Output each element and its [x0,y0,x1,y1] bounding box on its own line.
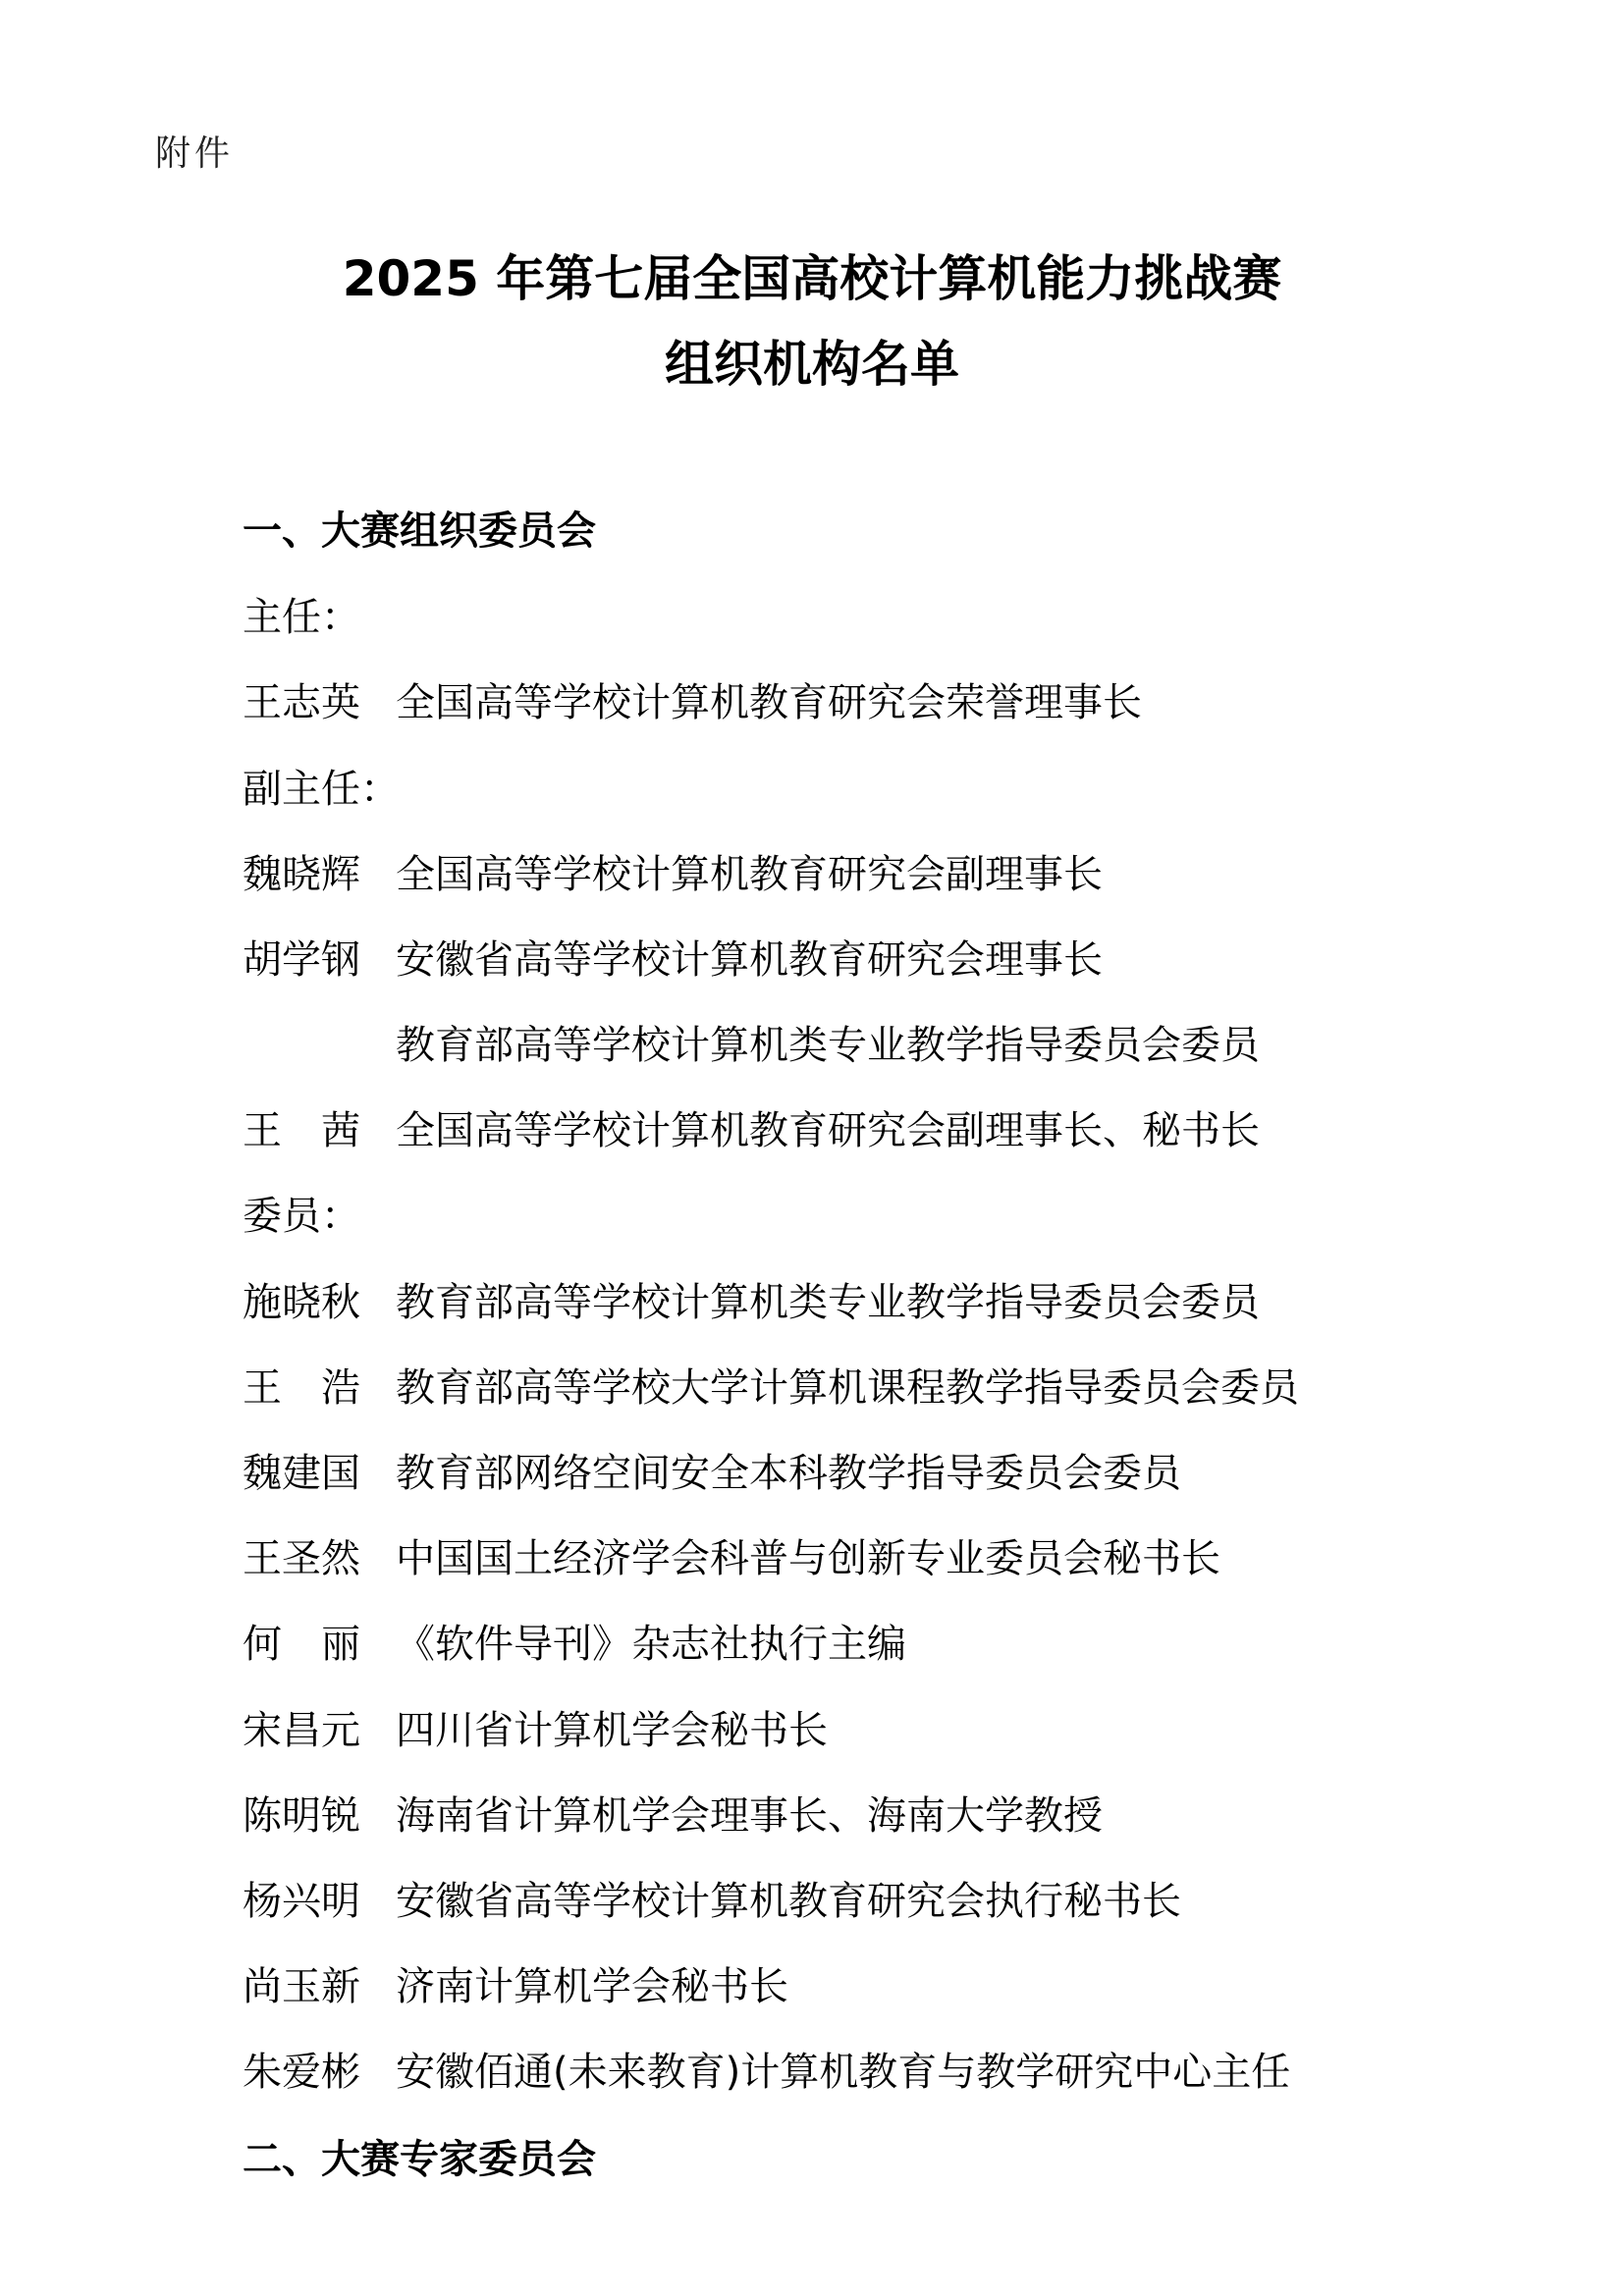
person-role: 济南计算机学会秘书长 [396,1964,788,2009]
person-role: 全国高等学校计算机教育研究会副理事长 [396,852,1103,897]
person-role: 安徽佰通(未来教育)计算机教育与教学研究中心主任 [396,2050,1291,2095]
director-entry [243,677,1142,728]
person-role: 安徽省高等学校计算机教育研究会执行秘书长 [396,1879,1181,1924]
person-role: 教育部高等学校大学计算机课程教学指导委员会委员 [396,1365,1299,1411]
member-entry [243,1876,1181,1927]
member-entry [243,1362,1299,1414]
member-entry [243,1705,828,1756]
person-name: 施晓秋 [243,1280,360,1325]
person-role: 教育部网络空间安全本科教学指导委员会委员 [396,1451,1181,1496]
person-name: 王圣然 [243,1536,360,1581]
person-role: 海南省计算机学会理事长、海南大学教授 [396,1793,1103,1839]
member-entry [243,2047,1290,2098]
person-role: 安徽省高等学校计算机教育研究会理事长 [396,937,1103,983]
person-name: 王 茜 [243,1108,360,1153]
person-name: 陈明锐 [243,1793,360,1839]
person-name: 魏建国 [243,1451,360,1496]
person-name: 朱爱彬 [243,2050,360,2095]
member-entry [243,1961,788,2012]
vice-director-label: 副主任： [243,767,400,812]
vice-director-entry [243,1105,1260,1156]
section-2-heading: 二、大赛专家委员会 [243,2137,596,2182]
person-name: 尚玉新 [243,1964,360,2009]
person-name: 王 浩 [243,1365,360,1411]
person-role: 中国国土经济学会科普与创新专业委员会秘书长 [396,1536,1220,1581]
section-1-heading: 一、大赛组织委员会 [243,508,596,554]
person-name: 杨兴明 [243,1879,360,1924]
member-entry [243,1533,1220,1584]
person-name: 何 丽 [243,1622,360,1667]
document-title-line-2: 组织机构名单 [665,336,959,393]
person-name: 魏晓辉 [243,852,360,897]
person-role: 四川省计算机学会秘书长 [396,1708,828,1753]
member-entry [243,1619,906,1670]
document-title-line-1: 2025 年第七届全国高校计算机能力挑战赛 [342,250,1282,307]
person-name: 胡学钢 [243,937,360,983]
vice-director-entry [243,934,1103,986]
member-entry [243,1790,1103,1842]
person-role: 《软件导刊》杂志社执行主编 [396,1622,906,1667]
member-entry [243,1277,1260,1328]
person-role: 全国高等学校计算机教育研究会荣誉理事长 [396,680,1142,725]
person-name: 王志英 [243,680,360,725]
person-name: 宋昌元 [243,1708,360,1753]
vice-director-entry [243,849,1103,900]
person-role: 全国高等学校计算机教育研究会副理事长、秘书长 [396,1108,1260,1153]
person-role: 教育部高等学校计算机类专业教学指导委员会委员 [396,1280,1260,1325]
director-label: 主任： [243,595,360,640]
member-entry [243,1448,1181,1499]
person-role-continued: 教育部高等学校计算机类专业教学指导委员会委员 [396,1023,1260,1068]
attachment-label: 附件 [155,133,235,174]
members-label: 委员： [243,1194,360,1239]
